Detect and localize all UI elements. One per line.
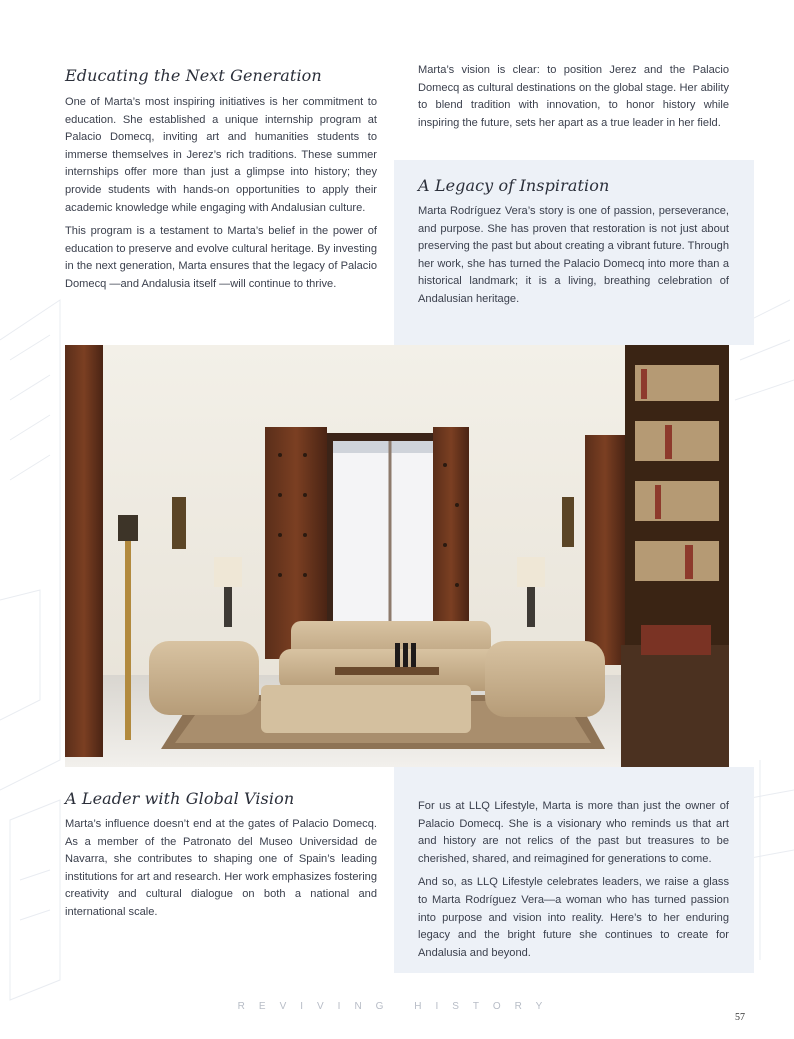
section-title-leader: A Leader with Global Vision xyxy=(65,789,295,808)
palace-salon-photo xyxy=(65,345,729,767)
leader-body xyxy=(65,816,377,928)
paragraph: And so, as LLQ Lifestyle celebrates leaders, we raise a glass to Marta Rodríguez Vera—a woman who has turned passion into purpose and vision into reality. Here’s to her enduring legacy and the bright future she continues to create for Andalusia and beyond. xyxy=(418,876,729,959)
section-title-legacy: A Legacy of Inspiration xyxy=(418,176,610,195)
page-number: 57 xyxy=(735,1012,745,1023)
vision-intro-body xyxy=(418,62,729,138)
paragraph: This program is a testament to Marta’s belief in the power of education to preserve and evolve cultural heritage. By investing in the next generation, Marta ensures that the legacy of Palacio Domecq —and Andalusia itself —will continue to thrive. xyxy=(65,225,377,290)
salon-illustration xyxy=(65,345,729,767)
educating-body xyxy=(65,94,377,300)
paragraph: One of Marta’s most inspiring initiatives is her commitment to education. She established a unique internship program at Palacio Domecq, inviting art and humanities students to immerse themselves in Jerez’s rich traditions. These summer internships offer more than just a glimpse into history; they provide students with hands-on opportunities to apply their academic knowledge while engaging with Andalusian culture. xyxy=(65,96,377,214)
paragraph: Marta Rodríguez Vera’s story is one of passion, perseverance, and purpose. She has proven that restoration is not just about preserving the past but about creating a vibrant future. Through her work, she has turned the Palacio Domecq into more than a historical landmark; it is a living, breathing celebration of Andalusian heritage. xyxy=(418,205,729,305)
closing-body xyxy=(418,798,729,968)
section-title-educating: Educating the Next Generation xyxy=(65,66,322,85)
running-footer: REVIVING HISTORY xyxy=(237,1001,557,1012)
legacy-body xyxy=(418,203,729,315)
paragraph: Marta’s influence doesn’t end at the gates of Palacio Domecq. As a member of the Patronato del Museo Universidad de Navarra, she contributes to shaping one of Spain’s leading institutions for art and research. Her work emphasizes fostering creativity and cultural dialogue on both a national and international scale. xyxy=(65,818,377,918)
paragraph: For us at LLQ Lifestyle, Marta is more than just the owner of Palacio Domecq. She is a visionary who reminds us that art and history are not relics of the past but treasures to be cherished, shared, and reimagined for generations to come. xyxy=(418,800,729,865)
paragraph: Marta’s vision is clear: to position Jerez and the Palacio Domecq as cultural destinations on the global stage. Her ability to blend tradition with innovation, to honor history while inspiring the future, sets her apart as a true leader in her field. xyxy=(418,64,729,129)
